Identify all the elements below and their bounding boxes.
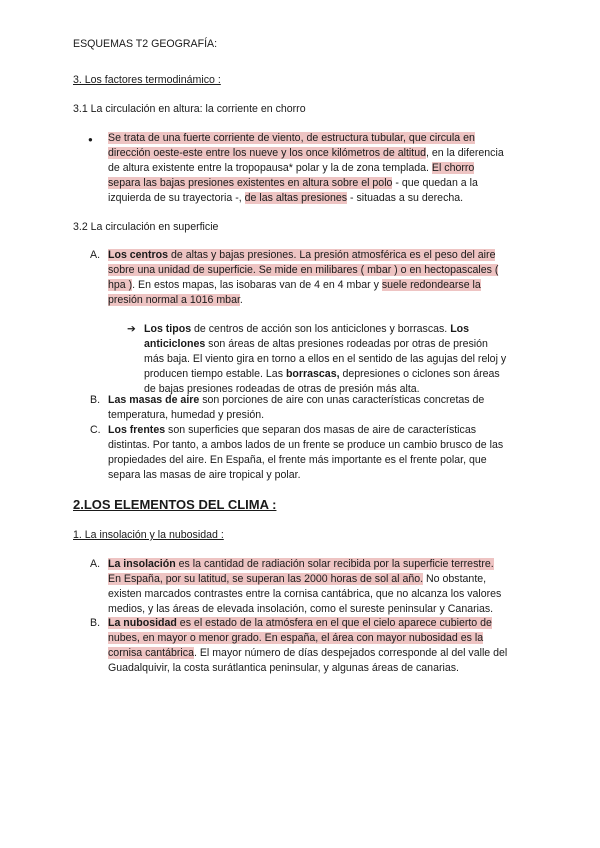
text-run: Guadalquivir, la costa surátlantica peninsular, y algunas áreas de canarias. <box>108 662 459 674</box>
text-run: , en la diferencia <box>425 147 504 159</box>
text-line <box>108 176 504 191</box>
text-run: . El mayor número de días despejados corresponde al del valle del <box>193 647 508 659</box>
text-line <box>108 646 507 661</box>
text-line <box>108 131 504 146</box>
section-3-heading: 3. Los factores termodinámico : <box>73 74 221 86</box>
text-run: son superficies que separan dos masas de aire de características <box>165 424 477 436</box>
highlighted-text: El chorro <box>431 162 475 174</box>
text-run: . En estos mapas, las isobaras van de 4 en 4 mbar y <box>132 279 382 291</box>
highlighted-text: separa las bajas presiones existentes en altura sobre el polo <box>108 177 393 189</box>
highlighted-text: La insolación <box>108 558 176 570</box>
text-line <box>108 191 504 206</box>
text-line <box>108 661 507 676</box>
text-run: existen marcados contrastes entre la cornisa cantábrica, que no alcanza los valores <box>108 588 502 600</box>
highlighted-text: sobre una unidad de superficie. Se mide en milibares ( mbar ) o en hectopascales ( <box>108 264 499 276</box>
text-line <box>108 423 503 438</box>
list-item-text <box>108 248 498 308</box>
section-3-1-heading: 3.1 La circulación en altura: la corriente en chorro <box>73 103 306 115</box>
text-line <box>108 393 484 408</box>
text-line <box>108 616 507 631</box>
list-marker: B. <box>90 617 101 629</box>
highlighted-text: La nubosidad <box>108 617 177 629</box>
text-run: de altura existente entre la tropopausa* polar y la de zona templada. <box>108 162 432 174</box>
text-run: medios, y las áreas de elevada insolación, como el sureste peninsular y Canarias. <box>108 603 494 615</box>
highlighted-text: cornisa cantábrica <box>108 647 194 659</box>
highlighted-text: hpa ) <box>108 279 133 291</box>
text-line <box>108 453 503 468</box>
text-run: izquierda de su trayectoria -, <box>108 192 245 204</box>
text-run: distintas. Por tanto, a ambos lados de un frente se produce un cambio brusco de las <box>108 439 504 451</box>
highlighted-text: suele redondearse la <box>381 279 481 291</box>
list-item-text <box>108 557 501 617</box>
section-3-2-heading: 3.2 La circulación en superficie <box>73 221 219 233</box>
list-marker: A. <box>90 558 101 570</box>
text-line <box>108 557 501 572</box>
text-run: producen tiempo estable. Las <box>144 368 286 380</box>
text-run: de bajas presiones rodeadas de otras de presión más alta. <box>144 383 420 395</box>
text-line <box>108 146 504 161</box>
text-run: separa las masas de aire tropical y polar. <box>108 469 301 481</box>
highlighted-text: presión normal a 1016 mbar <box>108 294 240 306</box>
text-line <box>108 248 498 263</box>
list-marker: A. <box>90 249 101 261</box>
text-run: son porciones de aire con unas características concretas de <box>199 394 485 406</box>
text-line <box>108 468 503 483</box>
list-marker: B. <box>90 394 101 406</box>
text-line <box>144 322 506 337</box>
highlighted-text: nubes, en mayor o menor grado. En españa, el área con mayor nubosidad es la <box>108 632 484 644</box>
highlighted-text: de altas y bajas presiones. La presión atmosférica es el peso del aire <box>168 249 496 261</box>
text-line <box>108 602 501 617</box>
list-marker: C. <box>90 424 101 436</box>
text-line <box>108 408 484 423</box>
text-line <box>144 367 506 382</box>
arrow-marker: ➔ <box>127 323 136 335</box>
highlighted-text: Los centros <box>108 249 169 261</box>
text-run: temperatura, humedad y presión. <box>108 409 265 421</box>
highlighted-text: En España, por su latitud, se superan las 2000 horas de sol al año. <box>108 573 424 585</box>
text-line <box>108 587 501 602</box>
text-run: borrascas, <box>285 368 340 380</box>
section-2-heading: 2.LOS ELEMENTOS DEL CLIMA : <box>73 497 277 512</box>
text-run: depresiones o ciclones son áreas <box>339 368 500 380</box>
text-run: propiedades del aire. En España, el frente más importante es el frente polar, que <box>108 454 487 466</box>
highlighted-text: es el estado de la atmósfera en el que el cielo aparece cubierto de <box>176 617 492 629</box>
text-run: Los frentes <box>108 424 166 436</box>
document-title: ESQUEMAS T2 GEOGRAFÍA: <box>73 38 218 50</box>
text-line <box>108 278 498 293</box>
list-item-text <box>108 616 507 676</box>
list-item-text <box>108 393 484 423</box>
highlighted-text: Se trata de una fuerte corriente de viento, de estructura tubular, que circula en <box>108 132 475 144</box>
text-run: - que quedan a la <box>392 177 478 189</box>
text-run: Los <box>450 323 470 335</box>
text-run: anticiclones <box>144 338 206 350</box>
text-run: Las masas de aire <box>108 394 200 406</box>
highlighted-text: es la cantidad de radiación solar recibida por la superficie terrestre. <box>175 558 494 570</box>
jet-stream-paragraph <box>108 131 504 206</box>
text-line <box>108 572 501 587</box>
text-run: . <box>239 294 243 306</box>
text-line <box>144 352 506 367</box>
text-line <box>108 161 504 176</box>
text-run: No obstante, <box>423 573 487 585</box>
tipos-paragraph <box>144 322 506 397</box>
list-item-text <box>108 423 503 483</box>
section-2-1-heading: 1. La insolación y la nubosidad : <box>73 529 224 541</box>
text-run: - situadas a su derecha. <box>347 192 464 204</box>
text-line <box>144 337 506 352</box>
text-line <box>108 263 498 278</box>
text-line <box>108 293 498 308</box>
bullet-marker: ● <box>88 135 93 144</box>
text-run: Los tipos <box>144 323 192 335</box>
text-run: son áreas de altas presiones rodeadas por otras de presión <box>205 338 488 350</box>
text-run: más baja. El viento gira en torno a ellos en el sentido de las agujas del reloj y <box>144 353 507 365</box>
highlighted-text: de las altas presiones <box>244 192 348 204</box>
text-line <box>108 631 507 646</box>
highlighted-text: dirección oeste-este entre los nueve y los once kilómetros de altitud <box>108 147 426 159</box>
text-run: de centros de acción son los anticiclones y borrascas. <box>191 323 451 335</box>
text-line <box>108 438 503 453</box>
